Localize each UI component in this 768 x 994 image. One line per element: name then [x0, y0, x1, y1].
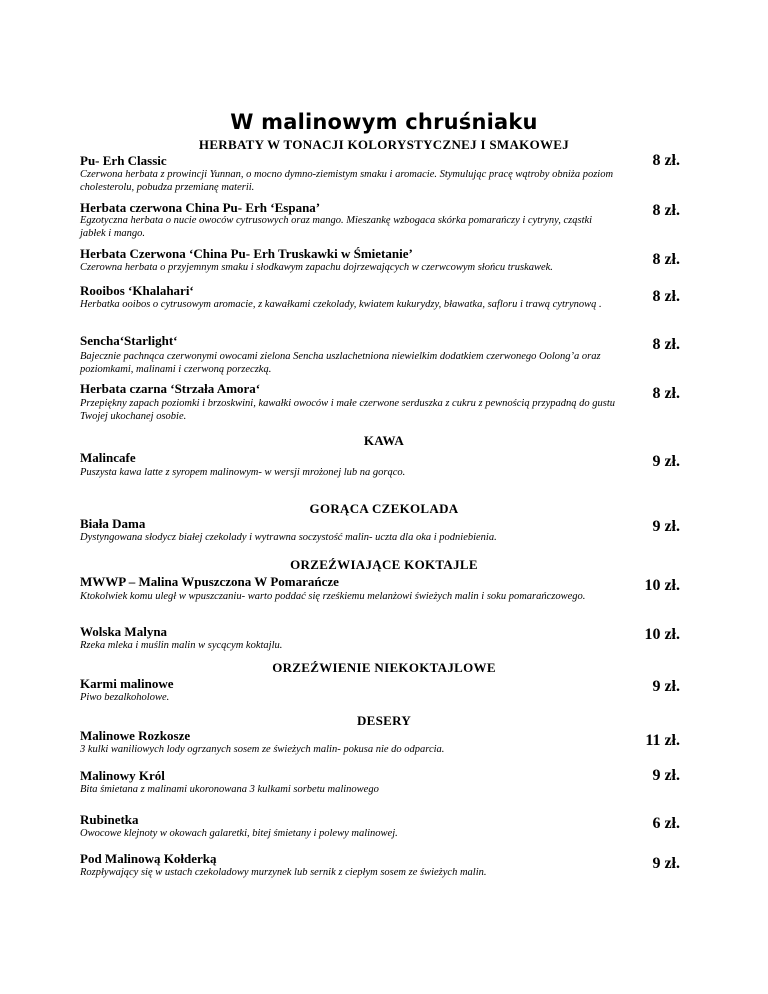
item-description: Dystyngowana słodycz białej czekolady i wytrawna soczystość malin- uczta dla oka i podniebienia.: [80, 532, 497, 543]
item-price: 11 zł.: [645, 732, 680, 749]
item-price: 8 zł.: [652, 336, 680, 353]
item-description: Bajecznie pachnąca czerwonymi owocami zielona Sencha uszlachetniona niewielkim dodatkiem czerwonego Oolong’a oraz poziomkami, malinami i czerwoną porzeczką.: [80, 351, 601, 375]
section-heading-czekolada: GORĄCA CZEKOLADA: [309, 501, 459, 516]
item-price: 9 zł.: [652, 518, 680, 535]
item-description: 3 kulki waniliowych lody ogrzanych sosem ze świeżych malin- pokusa nie do odparcia.: [80, 744, 445, 755]
item-name: Herbata czerwona China Pu- Erh ‘Espana’: [80, 200, 321, 215]
section-heading-kawa: KAWA: [363, 433, 405, 448]
item-description: Czerwona herbata z prowincji Yunnan, o mocno dymno-ziemistym smaku i aromacie. Stymulując pracę wątroby obniża poziom cholesterolu, pobudza przemianę materii.: [80, 169, 614, 193]
item-price: 8 zł.: [652, 152, 680, 169]
item-name: Sencha‘Starlight‘: [80, 333, 178, 348]
item-name: Pod Malinową Kołderką: [80, 851, 217, 866]
item-price: 9 zł.: [652, 453, 680, 470]
item-name: Biała Dama: [80, 516, 146, 531]
item-description: Piwo bezalkoholowe.: [80, 692, 170, 703]
item-name: Herbata czarna ‘Strzała Amora‘: [80, 381, 261, 396]
item-price: 10 zł.: [644, 577, 680, 594]
item-price: 8 zł.: [652, 385, 680, 402]
item-description: Bita śmietana z malinami ukoronowana 3 kulkami sorbetu malinowego: [80, 784, 379, 795]
item-price: 9 zł.: [652, 855, 680, 872]
item-name: Wolska Malyna: [80, 624, 168, 639]
item-price: 9 zł.: [652, 767, 680, 784]
item-name: Malinowe Rozkosze: [80, 728, 191, 743]
item-description: Czerowna herbata o przyjemnym smaku i słodkawym zapachu dojrzewających w czerwcowym słońcu truskawek.: [80, 262, 553, 273]
item-name: Malincafe: [80, 450, 136, 465]
section-heading-niekoktajlowe: ORZEŹWIENIE NIEKOKTAJLOWE: [272, 660, 496, 675]
section-heading-koktajle: ORZEŹWIAJĄCE KOKTAJLE: [290, 557, 478, 572]
item-price: 8 zł.: [652, 288, 680, 305]
item-name: Pu- Erh Classic: [80, 153, 167, 168]
item-description: Puszysta kawa latte z syropem malinowym- w wersji mrożonej lub na gorąco.: [80, 467, 406, 478]
item-description: Przepiękny zapach poziomki i brzoskwini, kawałki owoców i małe czerwone serduszka z cukru z pewnością przypadną do gustu Twojej ukochanej osobie.: [80, 398, 616, 422]
item-name: Herbata Czerwona ‘China Pu- Erh Truskawki w Śmietanie’: [80, 246, 413, 261]
item-description: Egzotyczna herbata o nucie owoców cytrusowych oraz mango. Mieszankę wzbogaca skórka pomarańczy i cytryny, cząstki jabłek i mango.: [80, 215, 593, 239]
section-heading-desery: DESERY: [356, 713, 412, 728]
item-price: 6 zł.: [652, 815, 680, 832]
item-name: Rooibos ‘Khalahari‘: [80, 283, 194, 298]
item-price: 8 zł.: [652, 202, 680, 219]
item-price: 9 zł.: [652, 678, 680, 695]
item-name: Malinowy Król: [80, 768, 165, 783]
section-heading-herbaty: HERBATY W TONACJI KOLORYSTYCZNEJ I SMAKOWEJ: [198, 137, 570, 152]
item-description: Owocowe klejnoty w okowach galaretki, bitej śmietany i polewy malinowej.: [80, 828, 398, 839]
item-price: 8 zł.: [652, 251, 680, 268]
item-price: 10 zł.: [644, 626, 680, 643]
item-name: Rubinetka: [80, 812, 139, 827]
page-title: W malinowym chruśniaku: [230, 110, 538, 134]
item-description: Herbatka ooibos o cytrusowym aromacie, z kawałkami czekolady, kwiatem kukurydzy, bławatka, safloru i trawą cytrynową .: [80, 299, 602, 310]
item-name: Karmi malinowe: [80, 676, 174, 691]
item-description: Rozpływający się w ustach czekoladowy murzynek lub sernik z ciepłym sosem ze świeżych malin.: [80, 867, 487, 878]
item-description: Rzeka mleka i muślin malin w sycącym koktajlu.: [80, 640, 283, 651]
item-name: MWWP – Malina Wpuszczona W Pomarańcze: [80, 574, 339, 589]
item-description: Ktokolwiek komu uległ w wpuszczaniu- warto poddać się rześkiemu melanżowi świeżych malin i soku pomarańczowego.: [80, 591, 586, 602]
